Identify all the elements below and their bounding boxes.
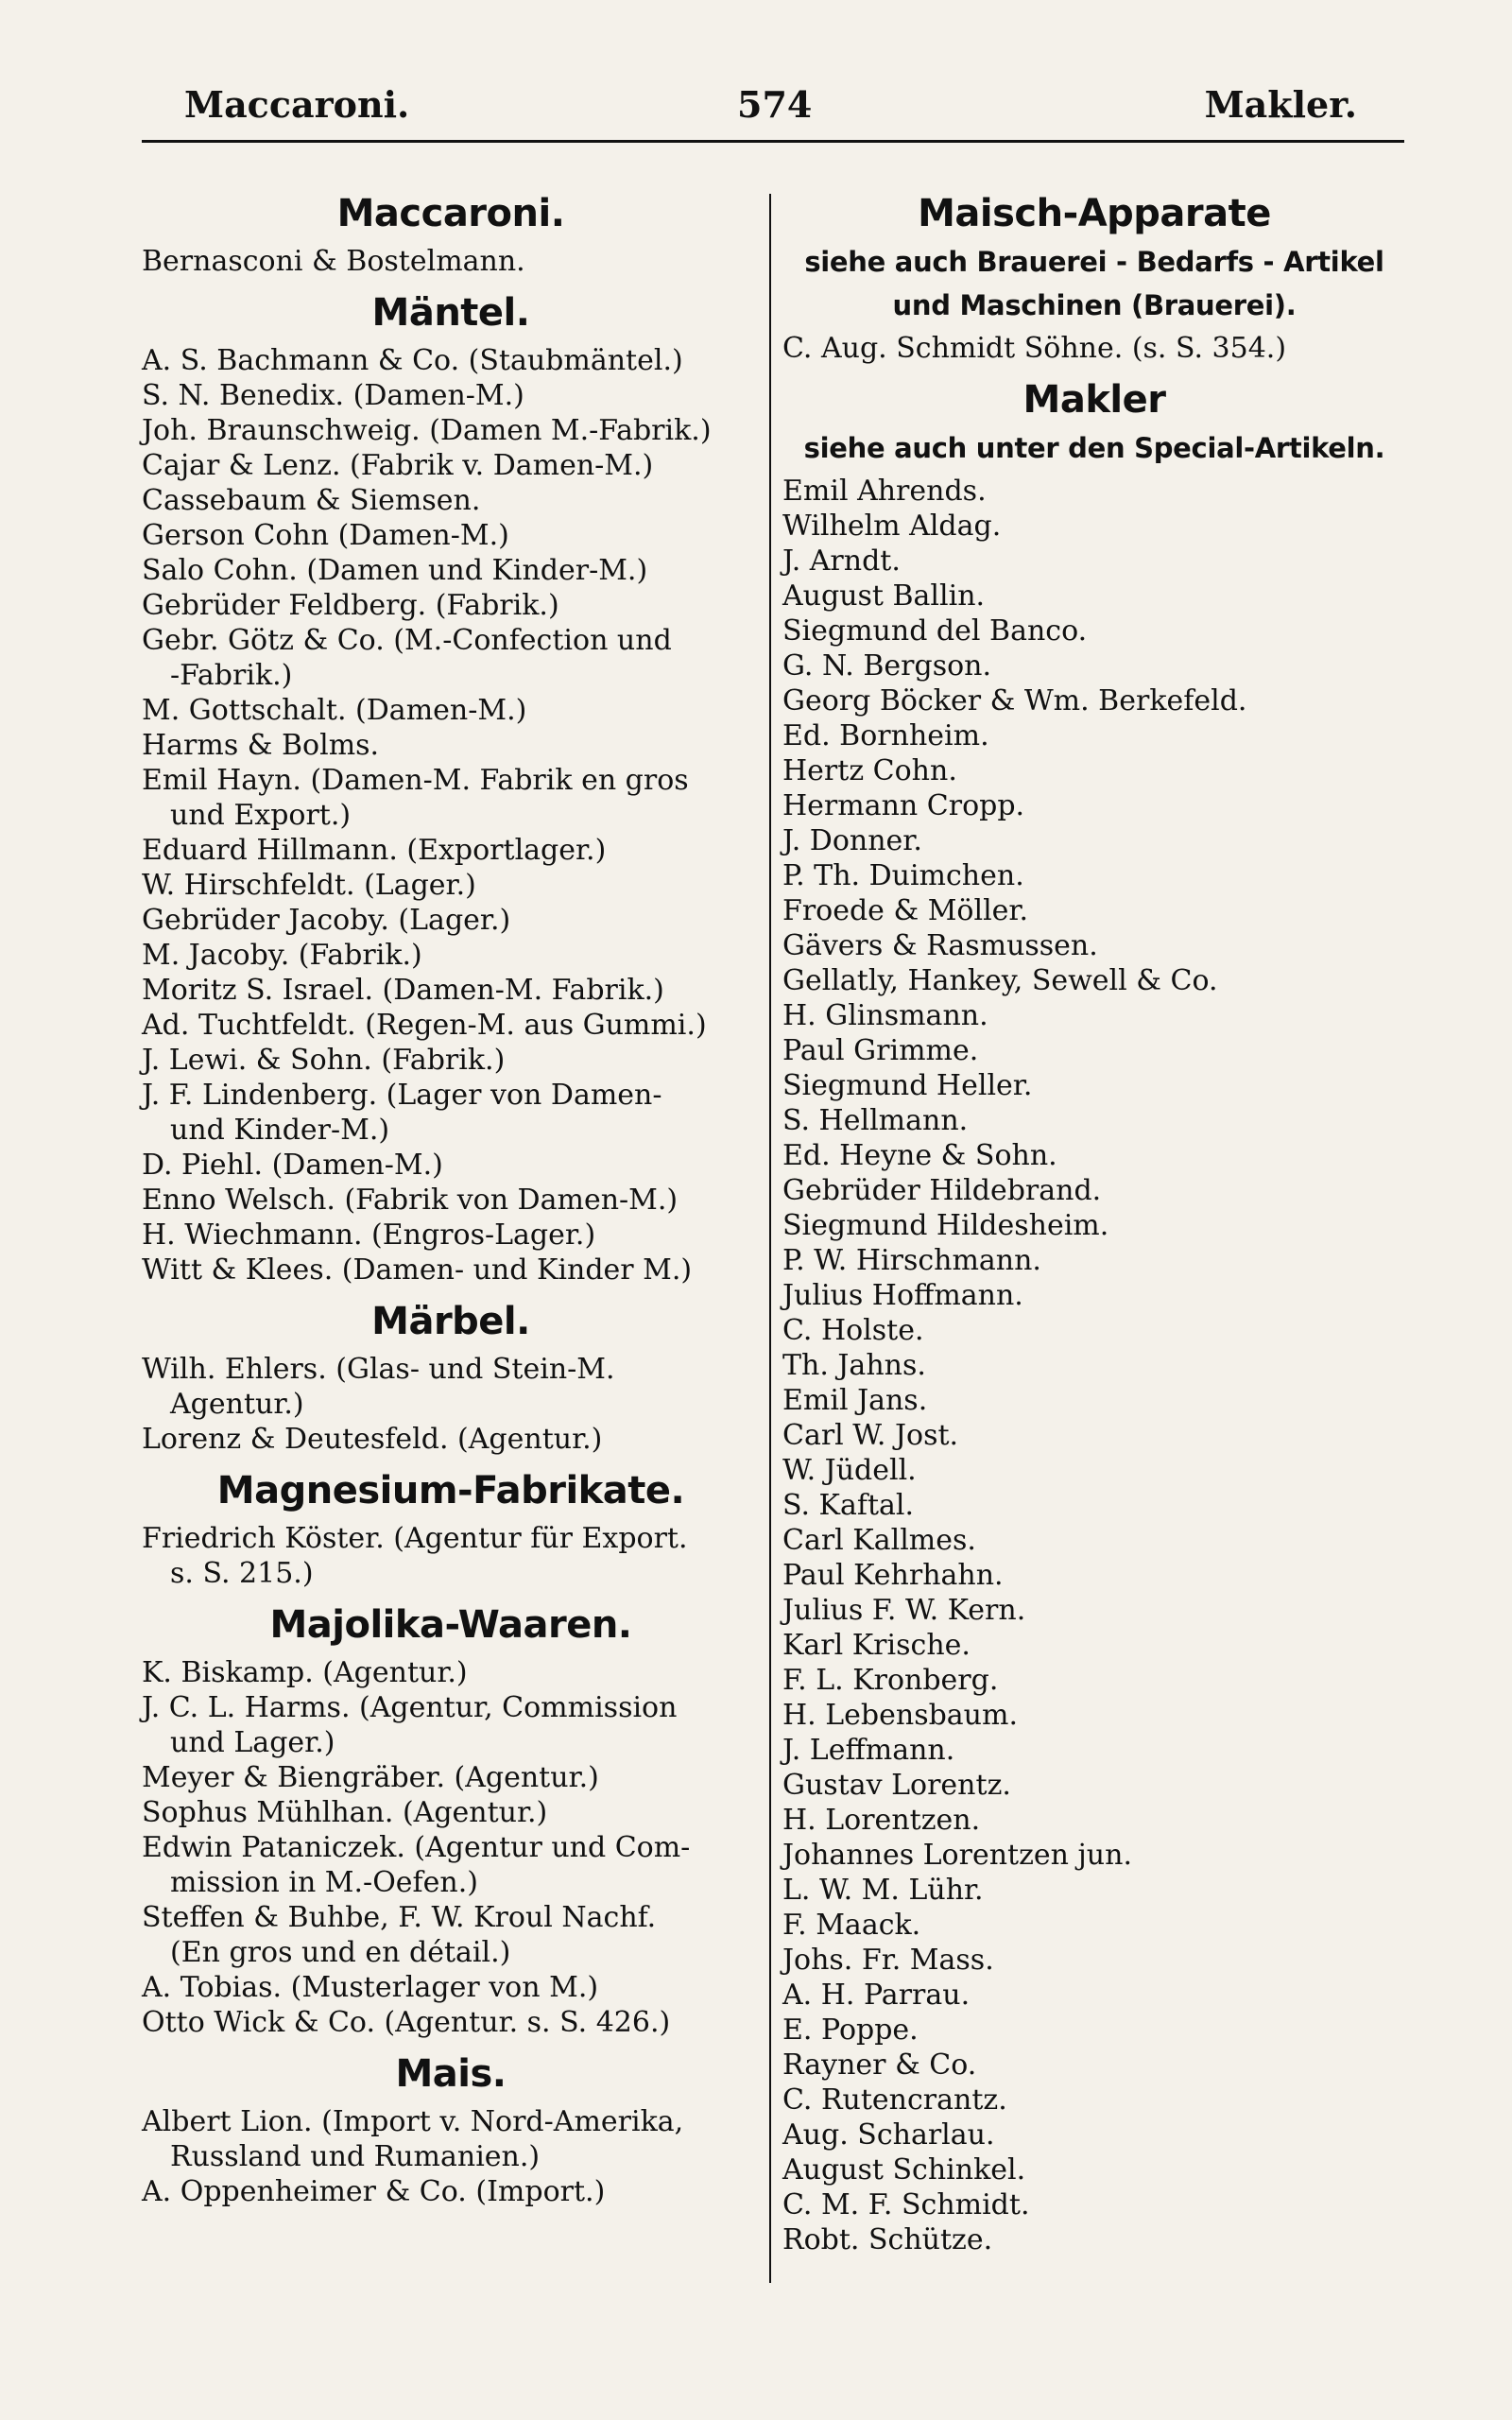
directory-entry-continuation: und Kinder-M.) (170, 1114, 390, 1147)
directory-entry: Gebrüder Hildebrand. (782, 1174, 1102, 1207)
directory-entry: Enno Welsch. (Fabrik von Damen-M.) (142, 1184, 679, 1217)
section-cross-reference: und Maschinen (Brauerei). (892, 289, 1297, 321)
directory-entry: C. Rutencrantz. (782, 2083, 1007, 2117)
directory-entry: Julius Hoffmann. (782, 1279, 1023, 1312)
directory-entry: Siegmund del Banco. (782, 614, 1088, 648)
directory-entry: Cassebaum & Siemsen. (142, 484, 481, 517)
directory-entry: S. N. Benedix. (Damen-M.) (142, 379, 524, 412)
directory-entry: S. Hellmann. (782, 1104, 969, 1137)
directory-entry: Eduard Hillmann. (Exportlager.) (142, 834, 607, 867)
section-cross-reference: siehe auch unter den Special-Artikeln. (803, 432, 1385, 464)
directory-entry: Johs. Fr. Mass. (782, 1944, 994, 1977)
directory-entry: August Schinkel. (782, 2153, 1026, 2187)
directory-entry-continuation: s. S. 215.) (170, 1557, 314, 1590)
directory-entry: H. Glinsmann. (782, 999, 988, 1032)
directory-entry: Karl Krische. (782, 1629, 971, 1662)
directory-entry: W. Hirschfeldt. (Lager.) (142, 869, 476, 902)
page-header (142, 83, 1404, 138)
directory-entry: E. Poppe. (782, 2014, 919, 2047)
directory-entry: W. Jüdell. (782, 1454, 917, 1487)
directory-entry: G. N. Bergson. (782, 649, 992, 683)
directory-entry: Otto Wick & Co. (Agentur. s. S. 426.) (142, 2006, 671, 2039)
directory-entry: A. H. Parrau. (782, 1979, 971, 2012)
directory-entry: J. Arndt. (782, 544, 901, 578)
directory-entry: K. Biskamp. (Agentur.) (142, 1656, 468, 1689)
directory-entry: J. F. Lindenberg. (Lager von Damen- (142, 1079, 662, 1112)
directory-entry: Gebrüder Feldberg. (Fabrik.) (142, 589, 559, 622)
section-heading: Magnesium-Fabrikate. (216, 1469, 685, 1512)
directory-entry: Ad. Tuchtfeldt. (Regen-M. aus Gummi.) (142, 1009, 707, 1042)
directory-entry: Wilhelm Aldag. (782, 510, 1002, 543)
directory-entry: Edwin Pataniczek. (Agentur und Com- (142, 1831, 691, 1864)
directory-entry: Siegmund Heller. (782, 1069, 1033, 1102)
directory-entry: H. Lorentzen. (782, 1804, 981, 1837)
directory-entry: Carl W. Jost. (782, 1419, 959, 1452)
directory-entry: Ed. Heyne & Sohn. (782, 1139, 1057, 1172)
directory-entry: Cajar & Lenz. (Fabrik v. Damen-M.) (142, 449, 654, 482)
directory-entry: Rayner & Co. (782, 2048, 977, 2082)
directory-entry: Aug. Scharlau. (782, 2118, 995, 2152)
directory-entry: J. Donner. (782, 824, 922, 857)
directory-entry: Moritz S. Israel. (Damen-M. Fabrik.) (142, 974, 664, 1007)
directory-entry: Friedrich Köster. (Agentur für Export. (142, 1522, 688, 1555)
directory-entry-continuation: -Fabrik.) (170, 659, 293, 692)
directory-entry: Gävers & Rasmussen. (782, 929, 1098, 962)
directory-entry: Steffen & Buhbe, F. W. Kroul Nachf. (142, 1901, 657, 1934)
directory-entry: P. W. Hirschmann. (782, 1244, 1041, 1277)
directory-entry: Salo Cohn. (Damen und Kinder-M.) (142, 554, 648, 587)
directory-entry-continuation: Agentur.) (170, 1388, 304, 1421)
directory-entry: Meyer & Biengräber. (Agentur.) (142, 1761, 599, 1794)
directory-entry: S. Kaftal. (782, 1489, 915, 1522)
directory-entry: H. Wiechmann. (Engros-Lager.) (142, 1219, 596, 1252)
directory-entry: L. W. M. Lühr. (782, 1874, 984, 1907)
directory-entry-continuation: Russland und Rumanien.) (170, 2140, 541, 2173)
directory-entry: H. Lebensbaum. (782, 1699, 1018, 1732)
directory-entry: Gustav Lorentz. (782, 1769, 1011, 1802)
directory-entry: Froede & Möller. (782, 894, 1029, 927)
directory-entry: M. Gottschalt. (Damen-M.) (142, 694, 527, 727)
directory-entry: Paul Grimme. (782, 1034, 979, 1067)
section-heading: Maccaroni. (336, 192, 565, 235)
directory-entry: Emil Jans. (782, 1384, 928, 1417)
directory-entry: P. Th. Duimchen. (782, 859, 1024, 892)
directory-entry: M. Jacoby. (Fabrik.) (142, 939, 422, 972)
directory-entry: Paul Kehrhahn. (782, 1559, 1004, 1592)
directory-entry: August Ballin. (782, 579, 986, 613)
section-heading: Maisch-Apparate (918, 192, 1271, 235)
directory-entry: Bernasconi & Bostelmann. (142, 245, 525, 278)
section-cross-reference: siehe auch Brauerei - Bedarfs - Artikel (804, 246, 1384, 278)
directory-entry: C. Holste. (782, 1314, 924, 1347)
section-heading: Makler (1022, 378, 1166, 422)
directory-entry-continuation: mission in M.-Oefen.) (170, 1866, 478, 1899)
page-number: 574 (737, 83, 813, 126)
directory-entry: A. Tobias. (Musterlager von M.) (142, 1971, 599, 2004)
directory-entry: Siegmund Hildesheim. (782, 1209, 1109, 1242)
directory-entry: J. Leffmann. (782, 1734, 955, 1767)
header-right-keyword: Makler. (1204, 83, 1357, 126)
directory-entry: Julius F. W. Kern. (782, 1594, 1026, 1627)
directory-entry: Gebr. Götz & Co. (M.-Confection und (142, 624, 672, 657)
directory-entry: Hertz Cohn. (782, 754, 957, 787)
directory-entry: F. L. Kronberg. (782, 1664, 999, 1697)
right-column (782, 180, 1406, 2257)
directory-entry: Gebrüder Jacoby. (Lager.) (142, 904, 511, 937)
directory-entry: A. Oppenheimer & Co. (Import.) (142, 2175, 606, 2208)
directory-entry: D. Piehl. (Damen-M.) (142, 1149, 443, 1182)
directory-entry: Th. Jahns. (782, 1349, 926, 1382)
directory-entry: F. Maack. (782, 1909, 921, 1942)
directory-entry: Lorenz & Deutesfeld. (Agentur.) (142, 1423, 603, 1456)
directory-entry: Harms & Bolms. (142, 729, 380, 762)
section-heading: Majolika-Waaren. (269, 1603, 632, 1647)
directory-entry: Gerson Cohn (Damen-M.) (142, 519, 509, 552)
directory-entry: Emil Ahrends. (782, 475, 987, 508)
directory-entry: Witt & Klees. (Damen- und Kinder M.) (142, 1253, 693, 1287)
directory-entry: A. S. Bachmann & Co. (Staubmäntel.) (142, 344, 683, 377)
section-heading: Mais. (395, 2052, 507, 2096)
header-rule (142, 140, 1404, 143)
column-divider (769, 194, 771, 2283)
section-heading: Mäntel. (371, 291, 530, 335)
directory-entry: Georg Böcker & Wm. Berkefeld. (782, 684, 1247, 717)
header-left-keyword: Maccaroni. (184, 83, 410, 126)
directory-entry: Albert Lion. (Import v. Nord-Amerika, (142, 2105, 684, 2138)
section-heading: Märbel. (371, 1300, 530, 1343)
directory-entry: Carl Kallmes. (782, 1524, 976, 1557)
left-column (142, 180, 760, 2209)
directory-entry: J. Lewi. & Sohn. (Fabrik.) (142, 1044, 506, 1077)
directory-entry: C. Aug. Schmidt Söhne. (s. S. 354.) (782, 332, 1287, 365)
directory-entry: Wilh. Ehlers. (Glas- und Stein-M. (142, 1353, 615, 1386)
directory-entry: Robt. Schütze. (782, 2223, 993, 2256)
directory-entry: Emil Hayn. (Damen-M. Fabrik en gros (142, 764, 689, 797)
directory-entry-continuation: und Export.) (170, 799, 352, 832)
directory-entry-continuation: und Lager.) (170, 1726, 335, 1759)
directory-entry: Hermann Cropp. (782, 789, 1025, 822)
directory-entry: C. M. F. Schmidt. (782, 2188, 1030, 2221)
directory-entry: Joh. Braunschweig. (Damen M.-Fabrik.) (142, 414, 712, 447)
directory-entry: Gellatly, Hankey, Sewell & Co. (782, 964, 1218, 997)
directory-entry: Sophus Mühlhan. (Agentur.) (142, 1796, 548, 1829)
directory-entry: Ed. Bornheim. (782, 719, 989, 752)
directory-entry: Johannes Lorentzen jun. (782, 1839, 1132, 1872)
directory-entry: J. C. L. Harms. (Agentur, Commission (142, 1691, 678, 1724)
directory-entry-continuation: (En gros und en détail.) (170, 1936, 511, 1969)
